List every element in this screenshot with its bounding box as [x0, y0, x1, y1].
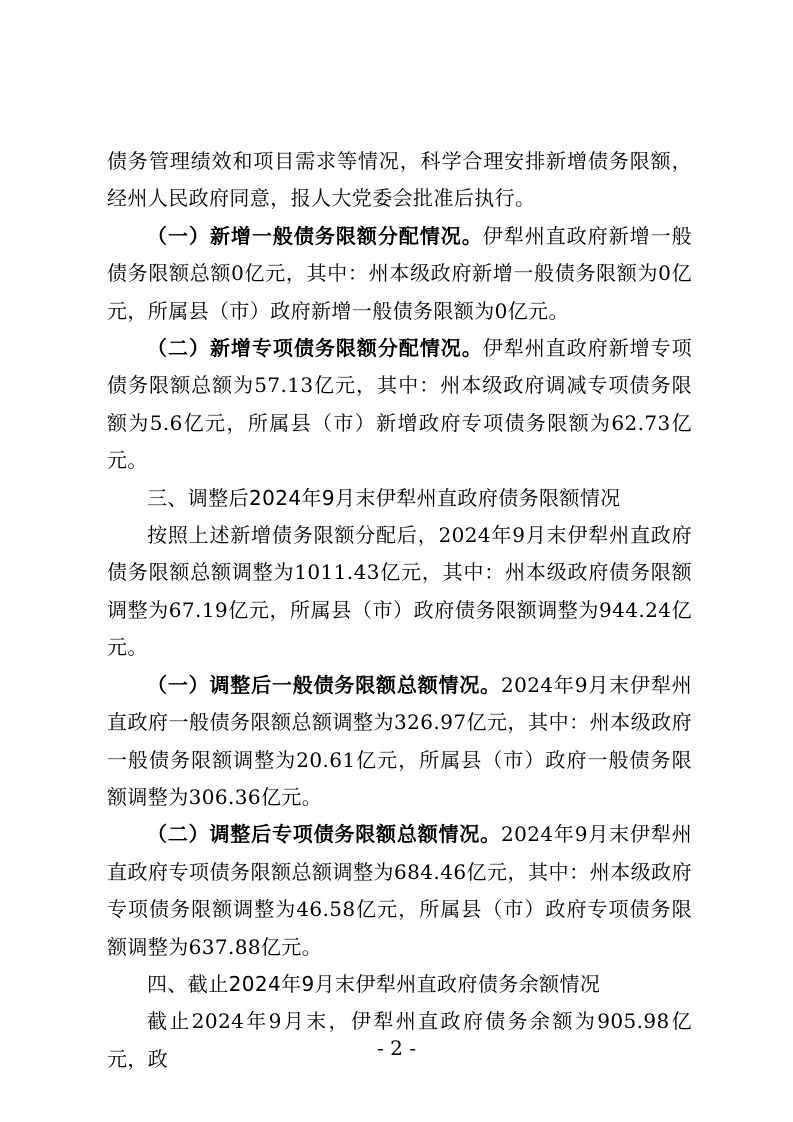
paragraph-text: 截止2024年9月末，伊犁州直政府债务余额为905.98亿元，政 — [107, 1009, 692, 1071]
paragraph-new-special-debt — [107, 330, 692, 480]
paragraph-continuation — [107, 143, 692, 218]
paragraph-adjusted-limit — [107, 517, 692, 667]
document-body — [107, 143, 692, 1078]
paragraph-text: 2024年9月末伊犁州直政府专项债务限额总额调整为684.46亿元，其中：州本级政府专项债务限额调整为46.58亿元，所属县（市）政府专项债务限额调整为637.88亿元。 — [107, 822, 692, 959]
paragraph-text: 按照上述新增债务限额分配后，2024年9月末伊犁州直政府债务限额总额调整为1011.43亿元，其中：州本级政府债务限额调整为67.19亿元，所属县（市）政府债务限额调整为944.24亿元。 — [107, 523, 692, 660]
paragraph-adjusted-special-debt — [107, 816, 692, 966]
section-heading-4: 四、截止2024年9月末伊犁州直政府债务余额情况 — [147, 971, 601, 996]
paragraph-text: 伊犁州直政府新增专项债务限额总额为57.13亿元，其中：州本级政府调减专项债务限额为5.6亿元，所属县（市）新增政府专项债务限额为62.73亿元。 — [107, 336, 693, 473]
page-number: - 2 - — [377, 1036, 416, 1060]
paragraph-adjusted-general-debt — [107, 667, 692, 817]
subheading-adjusted-general-debt: （一）调整后一般债务限额总额情况。 — [147, 672, 501, 697]
paragraph-new-general-debt — [107, 218, 692, 330]
subheading-adjusted-special-debt: （二）调整后专项债务限额总额情况。 — [147, 822, 501, 847]
section-heading-3: 三、调整后2024年9月末伊犁州直政府债务限额情况 — [147, 485, 621, 510]
paragraph-text: 伊犁州直政府新增一般债务限额总额0亿元，其中：州本级政府新增一般债务限额为0亿元，所属县（市）政府新增一般债务限额为0亿元。 — [107, 223, 693, 323]
subheading-new-special-debt: （二）新增专项债务限额分配情况。 — [147, 336, 483, 361]
subheading-new-general-debt: （一）新增一般债务限额分配情况。 — [147, 223, 483, 248]
paragraph-text: 债务管理绩效和项目需求等情况，科学合理安排新增债务限额，经州人民政府同意，报人大党委会批准后执行。 — [107, 149, 692, 211]
paragraph-text: 2024年9月末伊犁州直政府一般债务限额总额调整为326.97亿元，其中：州本级政府一般债务限额调整为20.61亿元，所属县（市）政府一般债务限额调整为306.36亿元。 — [107, 672, 692, 809]
